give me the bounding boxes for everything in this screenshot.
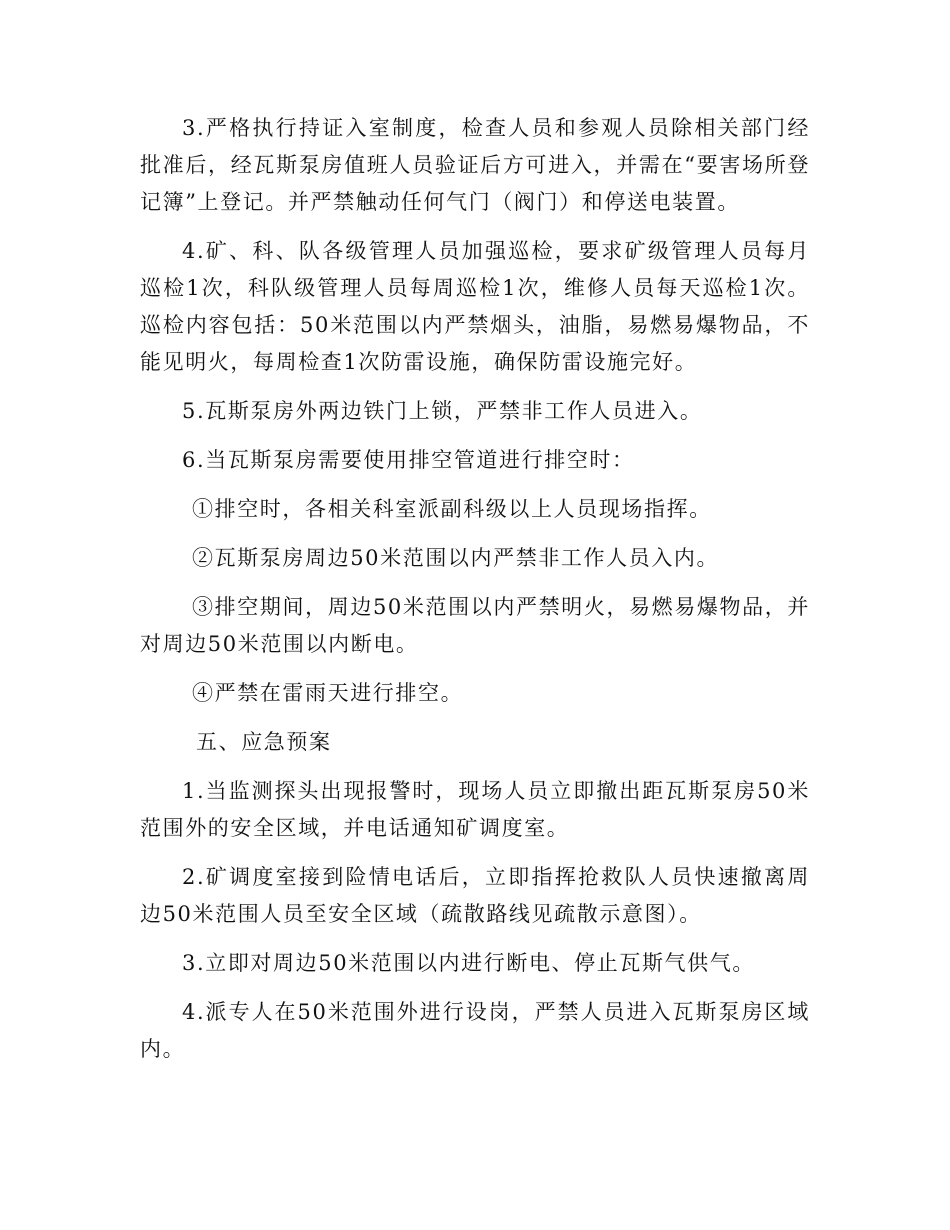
paragraph-item-6: 6.当瓦斯泵房需要使用排空管道进行排空时： xyxy=(182,448,635,472)
emergency-item-3: 3.立即对周边50米范围以内进行断电、停止瓦斯气供气。 xyxy=(182,951,755,975)
document-body xyxy=(140,110,810,1080)
emergency-item-2: 2.矿调度室接到险情电话后，立即指挥抢救队人员快速撤离周边50米范围人员至安全区域（疏散路线见疏散示意图）。 xyxy=(140,865,810,926)
emergency-item-4: 4.派专人在50米范围外进行设岗，严禁人员进入瓦斯泵房区域内。 xyxy=(140,1000,810,1061)
sub-item-4: ④严禁在雷雨天进行排空。 xyxy=(192,681,464,705)
section-heading-emergency-plan: 五、应急预案 xyxy=(196,730,332,754)
paragraph-item-4: 4.矿、科、队各级管理人员加强巡检，要求矿级管理人员每月巡检1次，科队级管理人员每周巡检1次，维修人员每天巡检1次。巡检内容包括：50米范围以内严禁烟头，油脂，易燃易爆物品，不能见明火，每周检查1次防雷设施，确保防雷设施完好。 xyxy=(140,239,810,374)
sub-item-2: ②瓦斯泵房周边50米范围以内严禁非工作人员入内。 xyxy=(192,546,720,570)
sub-item-3: ③排空期间，周边50米范围以内严禁明火，易燃易爆物品，并对周边50米范围以内断电。 xyxy=(140,595,810,656)
sub-item-1: ①排空时，各相关科室派副科级以上人员现场指挥。 xyxy=(192,497,712,521)
paragraph-item-5: 5.瓦斯泵房外两边铁门上锁，严禁非工作人员进入。 xyxy=(182,399,703,423)
emergency-item-1: 1.当监测探头出现报警时，现场人员立即撤出距瓦斯泵房50米范围外的安全区域，并电话通知矿调度室。 xyxy=(140,779,810,840)
paragraph-item-3: 3.严格执行持证入室制度，检查人员和参观人员除相关部门经批准后，经瓦斯泵房值班人员验证后方可进入，并需在“要害场所登记簿”上登记。并严禁触动任何气门（阀门）和停送电装置。 xyxy=(140,116,810,214)
